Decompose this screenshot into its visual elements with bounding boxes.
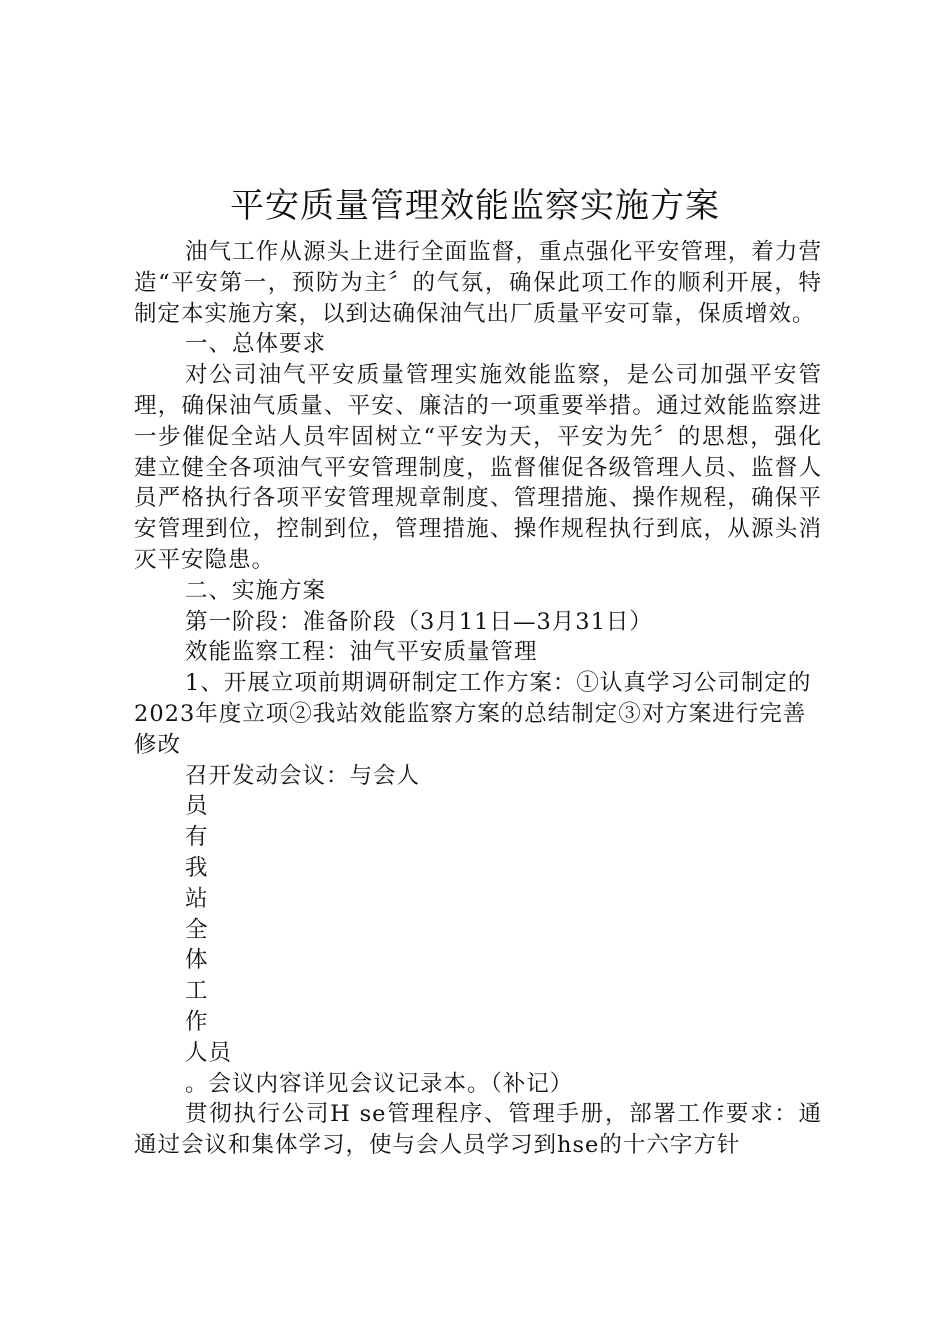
meeting-column-char: 我 bbox=[185, 854, 209, 881]
document-title: 平安质量管理效能监察实施方案 bbox=[230, 186, 720, 226]
meeting-column-char: 作 bbox=[185, 1008, 209, 1035]
meeting-column-char: 人员 bbox=[185, 1039, 233, 1066]
intro-paragraph: 油气工作从源头上进行全面监督，重点强化平安管理，着力营造“平安第一，预防为主〞的气氛，确保此项工作的顺利开展，特制定本实施方案，以到达确保油气出厂质量平安可靠，保质增效。 bbox=[134, 239, 822, 327]
meeting-column-char: 员 bbox=[185, 793, 209, 820]
meeting-line: 召开发动会议：与会人 bbox=[185, 762, 421, 789]
section-heading-general-requirements: 一、总体要求 bbox=[185, 331, 327, 358]
meeting-column-char: 全 bbox=[185, 916, 209, 943]
section-heading-implementation-plan: 二、实施方案 bbox=[185, 577, 327, 604]
meeting-column-char: 工 bbox=[185, 978, 209, 1005]
project-line: 效能监察工程：油气平安质量管理 bbox=[185, 639, 538, 666]
document-body bbox=[134, 237, 822, 1161]
meeting-note-line: 。会议内容详见会议记录本。（补记） bbox=[185, 1070, 574, 1097]
stage-one-heading: 第一阶段：准备阶段（3月11日—3月31日） bbox=[185, 608, 653, 635]
hse-paragraph: 贯彻执行公司H se管理程序、管理手册，部署工作要求：通通过会议和集体学习，使与会人员学习到hse的十六字方针 bbox=[134, 1101, 822, 1159]
item-one-paragraph: 1、开展立项前期调研制定工作方案：①认真学习公司制定的2023年度立项②我站效能监察方案的总结制定③对方案进行完善修改 bbox=[134, 670, 812, 758]
general-requirements-paragraph: 对公司油气平安质量管理实施效能监察，是公司加强平安管理，确保油气质量、平安、廉洁的一项重要举措。通过效能监察进一步催促全站人员牢固树立“平安为天，平安为先〞的思想，强化建立健全各项油气平安管理制度，监督催促各级管理人员、监督人员严格执行各项平安管理规章制度、管理措施、操作规程，确保平安管理到位，控制到位，管理措施、操作规程执行到底，从源头消灭平安隐患。 bbox=[134, 362, 822, 573]
meeting-column-char: 体 bbox=[185, 947, 209, 974]
meeting-column-char: 站 bbox=[185, 885, 209, 912]
meeting-column-char: 有 bbox=[185, 824, 209, 851]
